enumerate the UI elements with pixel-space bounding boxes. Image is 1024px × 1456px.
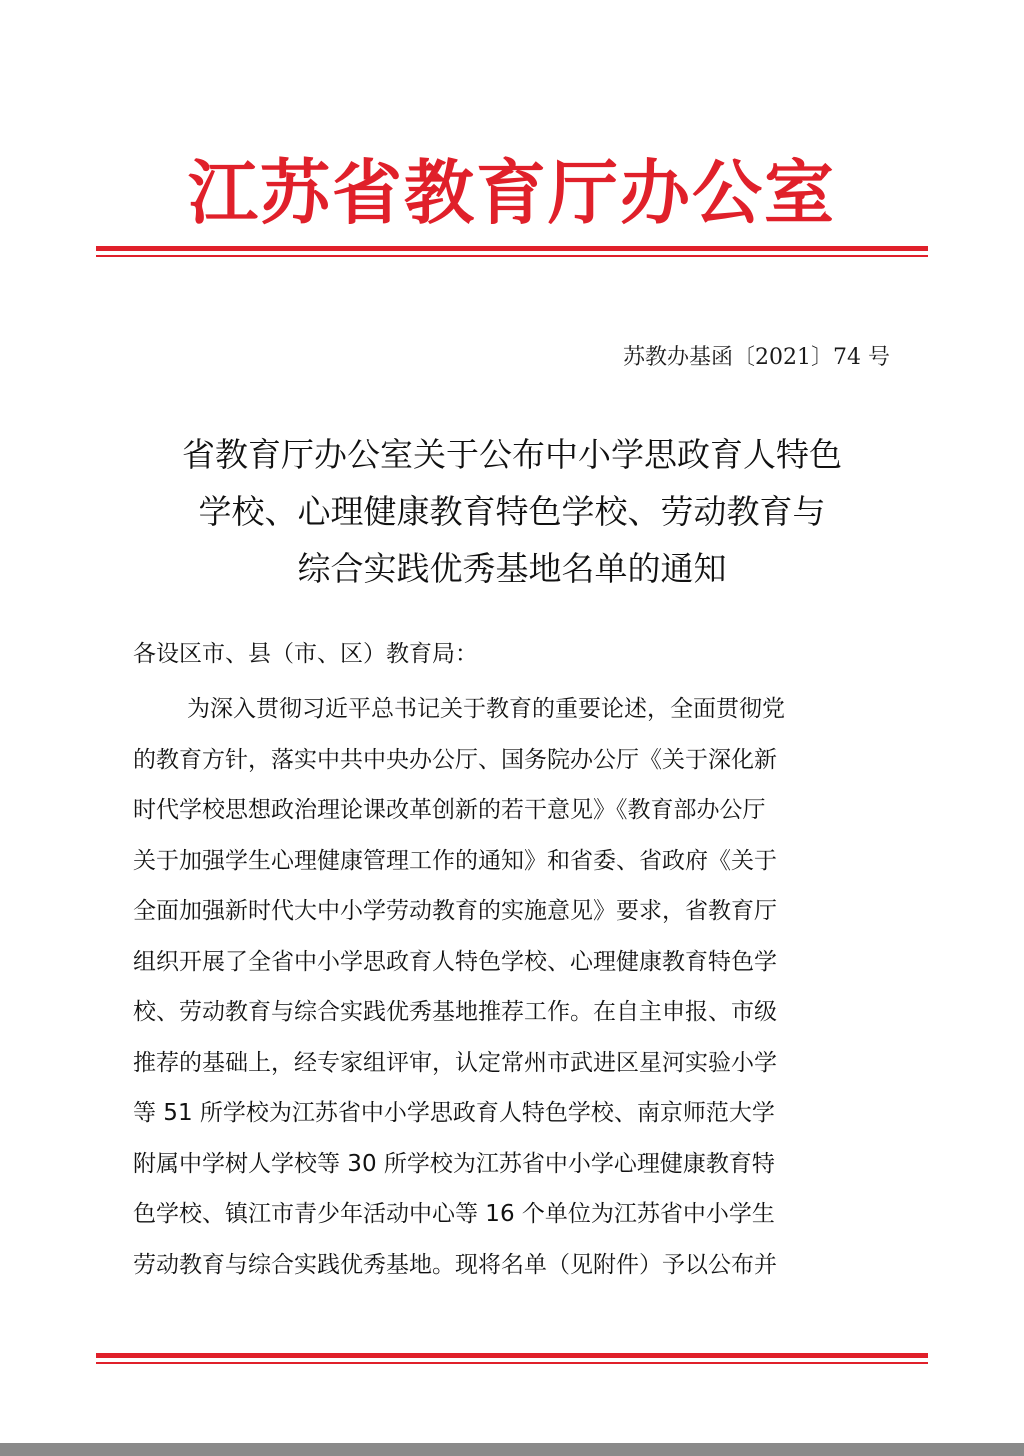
body-line: 推荐的基础上，经专家组评审，认定常州市武进区星河实验小学: [133, 1049, 777, 1076]
body-line: 色学校、镇江市青少年活动中心等 16 个单位为江苏省中小学生: [133, 1201, 775, 1227]
masthead-title: 江苏省教育厅办公室: [188, 151, 836, 234]
notice-title: [112, 426, 912, 597]
notice-title-line: 综合实践优秀基地名单的通知: [297, 549, 727, 588]
salutation: 各设区市、县（市、区）教育局：: [133, 641, 478, 667]
masthead-rule-thin: [96, 255, 928, 257]
body-text: [133, 684, 893, 1290]
notice-title-line: 省教育厅办公室关于公布中小学思政育人特色: [182, 435, 842, 474]
body-line: 全面加强新时代大中小学劳动教育的实施意见》要求，省教育厅: [133, 898, 777, 924]
body-line: 时代学校思想政治理论课改革创新的若干意见》《教育部办公厅: [133, 797, 766, 823]
body-line: 为深入贯彻习近平总书记关于教育的重要论述，全面贯彻党: [187, 696, 785, 722]
notice-title-line: 学校、心理健康教育特色学校、劳动教育与: [198, 492, 826, 531]
footer-rule-thin: [96, 1362, 928, 1364]
masthead-rule-thick: [96, 246, 928, 251]
body-line: 的教育方针，落实中共中央办公厅、国务院办公厅《关于深化新: [133, 746, 777, 773]
body-line: 附属中学树人学校等 30 所学校为江苏省中小学心理健康教育特: [133, 1150, 775, 1177]
footer-rule-thick: [96, 1353, 928, 1358]
page-bottom-edge: [0, 1443, 1024, 1456]
body-line: 劳动教育与综合实践优秀基地。现将名单（见附件）予以公布并: [133, 1251, 777, 1278]
body-line: 校、劳动教育与综合实践优秀基地推荐工作。在自主申报、市级: [133, 999, 777, 1025]
body-line: 关于加强学生心理健康管理工作的通知》和省委、省政府《关于: [133, 847, 777, 874]
body-line: 组织开展了全省中小学思政育人特色学校、心理健康教育特色学: [133, 948, 777, 975]
document-number: 苏教办基函〔2021〕74 号: [623, 345, 890, 370]
body-line: 等 51 所学校为江苏省中小学思政育人特色学校、南京师范大学: [133, 1100, 775, 1126]
